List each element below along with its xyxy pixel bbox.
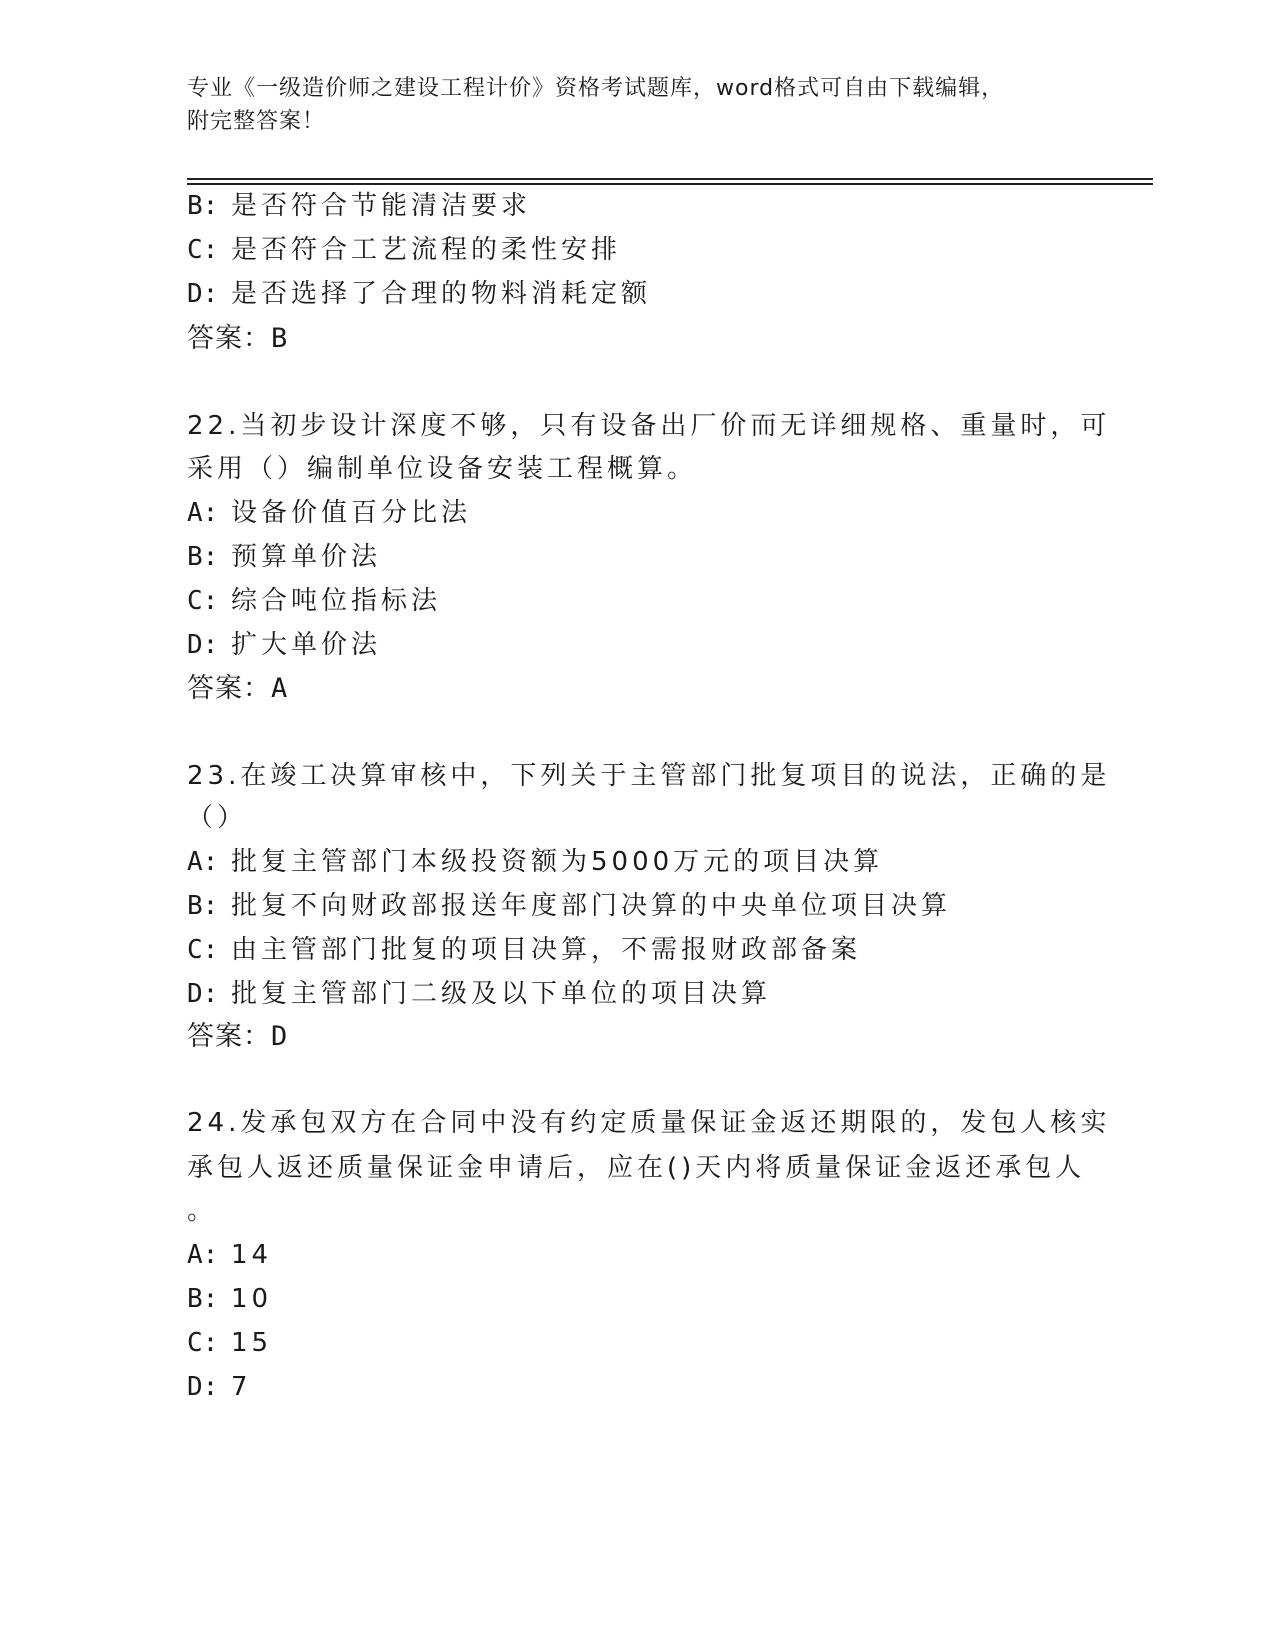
option-text: 批复不向财政部报送年度部门决算的中央单位项目决算 <box>231 891 952 921</box>
option-label: C: <box>187 586 219 616</box>
option-label: A: <box>187 1240 219 1270</box>
option-label: D: <box>187 979 219 1009</box>
answer-label: 答案： <box>187 323 271 354</box>
answer-value: A <box>271 673 289 704</box>
q21-answer <box>187 323 288 355</box>
option-text: 14 <box>231 1240 273 1270</box>
q22-option-d <box>187 629 381 661</box>
q21-option-d <box>187 278 651 310</box>
q23-stem-line-2: （） <box>187 803 248 833</box>
option-label: B: <box>187 891 219 921</box>
q21-option-c <box>187 234 621 266</box>
option-text: 7 <box>231 1372 252 1402</box>
option-label: A: <box>187 847 219 877</box>
q24-stem-line-2: 承包人返还质量保证金申请后，应在()天内将质量保证金返还承包人 <box>187 1153 1086 1183</box>
header-line-2: 附完整答案！ <box>187 109 326 134</box>
header-line-1: 专业《一级造价师之建设工程计价》资格考试题库，word格式可自由下载编辑， <box>187 76 1005 101</box>
option-text: 扩大单价法 <box>231 630 382 660</box>
option-label: C: <box>187 935 219 965</box>
q23-option-b <box>187 890 951 922</box>
option-text: 10 <box>231 1284 273 1314</box>
q24-option-d <box>187 1371 252 1403</box>
q22-stem-line-2: 采用（）编制单位设备安装工程概算。 <box>187 454 698 484</box>
q22-option-b <box>187 541 381 573</box>
header-divider-top <box>187 178 1153 180</box>
answer-value: B <box>271 323 289 354</box>
q24-option-b <box>187 1283 272 1315</box>
q23-answer <box>187 1021 288 1053</box>
q22-answer <box>187 673 288 705</box>
q23-option-a <box>187 846 883 878</box>
answer-label: 答案： <box>187 1021 271 1052</box>
option-label: B: <box>187 1284 219 1314</box>
q24-stem-line-3: 。 <box>187 1196 218 1226</box>
q23-option-c <box>187 934 861 966</box>
option-text: 设备价值百分比法 <box>231 498 472 528</box>
option-text: 是否符合节能清洁要求 <box>231 191 532 221</box>
option-text: 15 <box>231 1328 273 1358</box>
q22-option-a <box>187 497 471 529</box>
q24-option-a <box>187 1239 272 1271</box>
header-divider-bottom <box>187 183 1153 185</box>
q24-stem-line-1: 24.发承包双方在合同中没有约定质量保证金返还期限的，发包人核实 <box>187 1108 1111 1138</box>
q21-option-b <box>187 190 531 222</box>
option-label: C: <box>187 235 219 265</box>
option-text: 是否符合工艺流程的柔性安排 <box>231 235 622 265</box>
option-text: 综合吨位指标法 <box>231 586 442 616</box>
option-label: C: <box>187 1328 219 1358</box>
q22-stem-line-1: 22.当初步设计深度不够，只有设备出厂价而无详细规格、重量时，可 <box>187 411 1111 441</box>
q23-stem-line-1: 23.在竣工决算审核中，下列关于主管部门批复项目的说法，正确的是 <box>187 761 1111 791</box>
option-text: 批复主管部门二级及以下单位的项目决算 <box>231 979 772 1009</box>
option-label: A: <box>187 498 219 528</box>
q22-option-c <box>187 585 441 617</box>
option-label: D: <box>187 630 219 660</box>
answer-value: D <box>271 1021 289 1052</box>
document-header <box>187 72 1087 138</box>
option-label: D: <box>187 1372 219 1402</box>
option-text: 由主管部门批复的项目决算，不需报财政部备案 <box>231 935 862 965</box>
option-text: 是否选择了合理的物料消耗定额 <box>231 279 652 309</box>
option-text: 预算单价法 <box>231 542 382 572</box>
option-text: 批复主管部门本级投资额为5000万元的项目决算 <box>231 847 884 877</box>
answer-label: 答案： <box>187 673 271 704</box>
option-label: B: <box>187 191 219 221</box>
option-label: B: <box>187 542 219 572</box>
q24-option-c <box>187 1327 272 1359</box>
option-label: D: <box>187 279 219 309</box>
q23-option-d <box>187 978 771 1010</box>
